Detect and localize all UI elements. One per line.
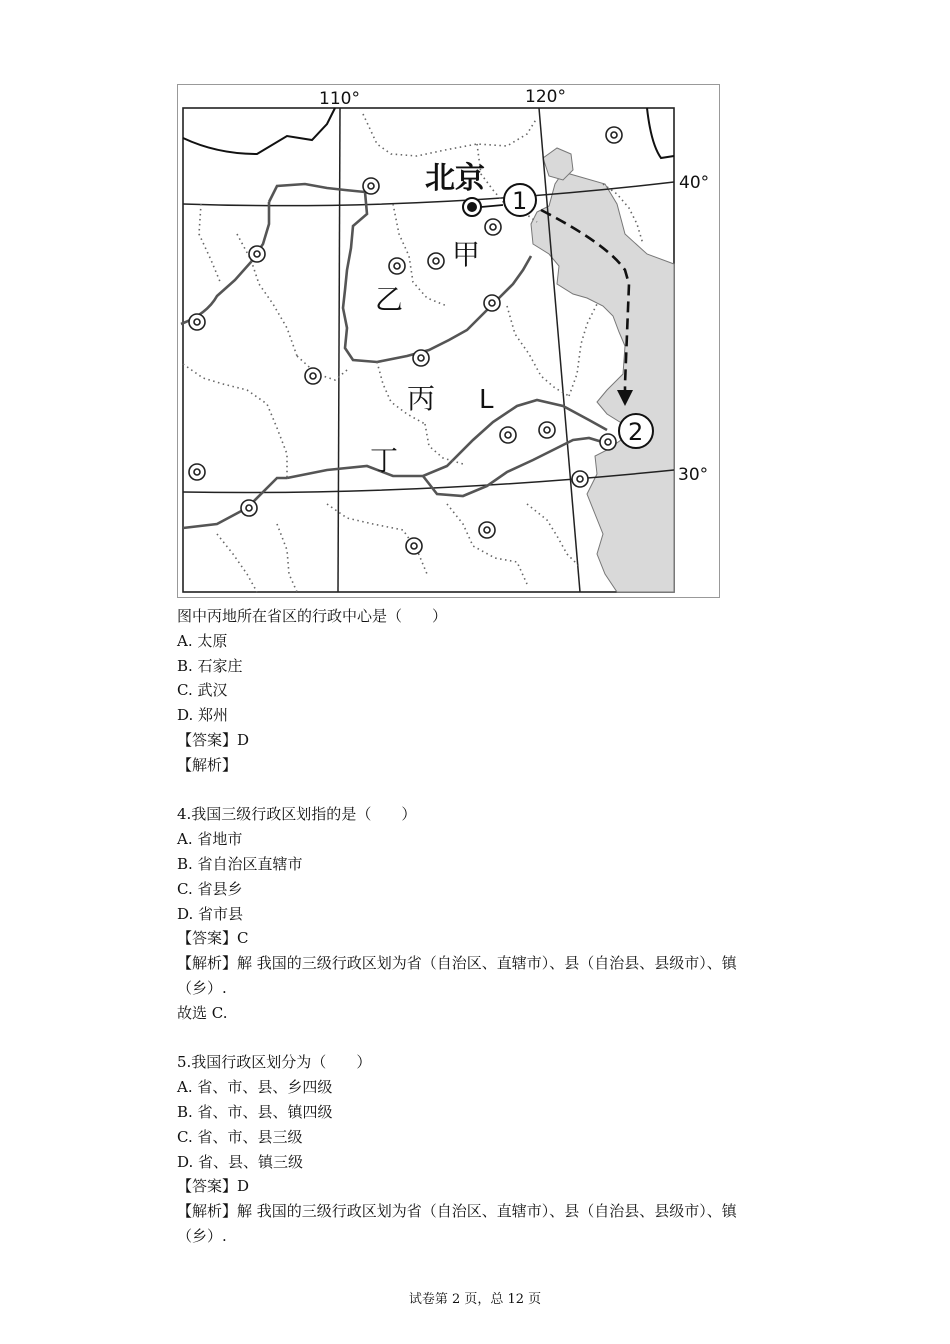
- q5-answer: 【答案】D: [177, 1177, 250, 1196]
- marker-label-1: 1: [512, 187, 528, 215]
- q4-analysis-line1: 【解析】解 我国的三级行政区划为省（自治区、直辖市）、县（自治县、县级市）、镇: [177, 954, 737, 973]
- question-block: [177, 604, 817, 1249]
- lat-label-40: 40°: [679, 173, 710, 193]
- q5-analysis-line1: 【解析】解 我国的三级行政区划为省（自治区、直辖市）、县（自治县、县级市）、镇: [177, 1202, 737, 1221]
- q3-analysis: 【解析】: [177, 755, 238, 774]
- q3-stem: 图中丙地所在省区的行政中心是（ ）: [177, 607, 448, 625]
- marker-label-2: 2: [628, 418, 644, 446]
- lon-label-110: 110°: [319, 89, 360, 109]
- q5-option-b: B. 省、市、县、镇四级: [177, 1102, 333, 1121]
- q5-option-d: D. 省、县、镇三级: [177, 1152, 304, 1171]
- q5-stem: 5.我国行政区划分为（ ）: [177, 1053, 372, 1072]
- q4-analysis-line2: （乡）.: [177, 978, 227, 997]
- q3-option-d: D. 郑州: [177, 706, 229, 725]
- region-label-ding: 丁: [370, 444, 399, 477]
- lat-label-30: 30°: [678, 465, 709, 485]
- q3-option-c: C. 武汉: [177, 681, 228, 700]
- region-label-yi: 乙: [375, 283, 404, 316]
- q3-answer: 【答案】D: [177, 730, 250, 749]
- q5-option-a: A. 省、市、县、乡四级: [177, 1078, 333, 1097]
- q4-conclusion: 故选 C.: [177, 1003, 228, 1022]
- q4-option-a: A. 省地市: [177, 830, 243, 849]
- lon-label-120: 120°: [525, 87, 566, 107]
- region-label-jia: 甲: [452, 238, 481, 271]
- north-china-map: [177, 84, 720, 598]
- capital-label: 北京: [425, 161, 485, 196]
- page-footer: 试卷第 2 页，总 12 页: [408, 1292, 542, 1307]
- q4-answer: 【答案】C: [177, 929, 249, 948]
- q3-option-b: B. 石家庄: [177, 656, 243, 675]
- region-label-bing: 丙: [407, 382, 436, 415]
- q4-option-c: C. 省县乡: [177, 879, 243, 898]
- q5-analysis-line2: （乡）.: [177, 1226, 227, 1245]
- q4-stem: 4.我国三级行政区划指的是（ ）: [177, 805, 417, 824]
- q4-option-b: B. 省自治区直辖市: [177, 854, 303, 873]
- q3-option-a: A. 太原: [177, 631, 228, 650]
- q4-option-d: D. 省市县: [177, 904, 244, 923]
- marker-label-L: L: [479, 385, 494, 415]
- q5-option-c: C. 省、市、县三级: [177, 1127, 303, 1146]
